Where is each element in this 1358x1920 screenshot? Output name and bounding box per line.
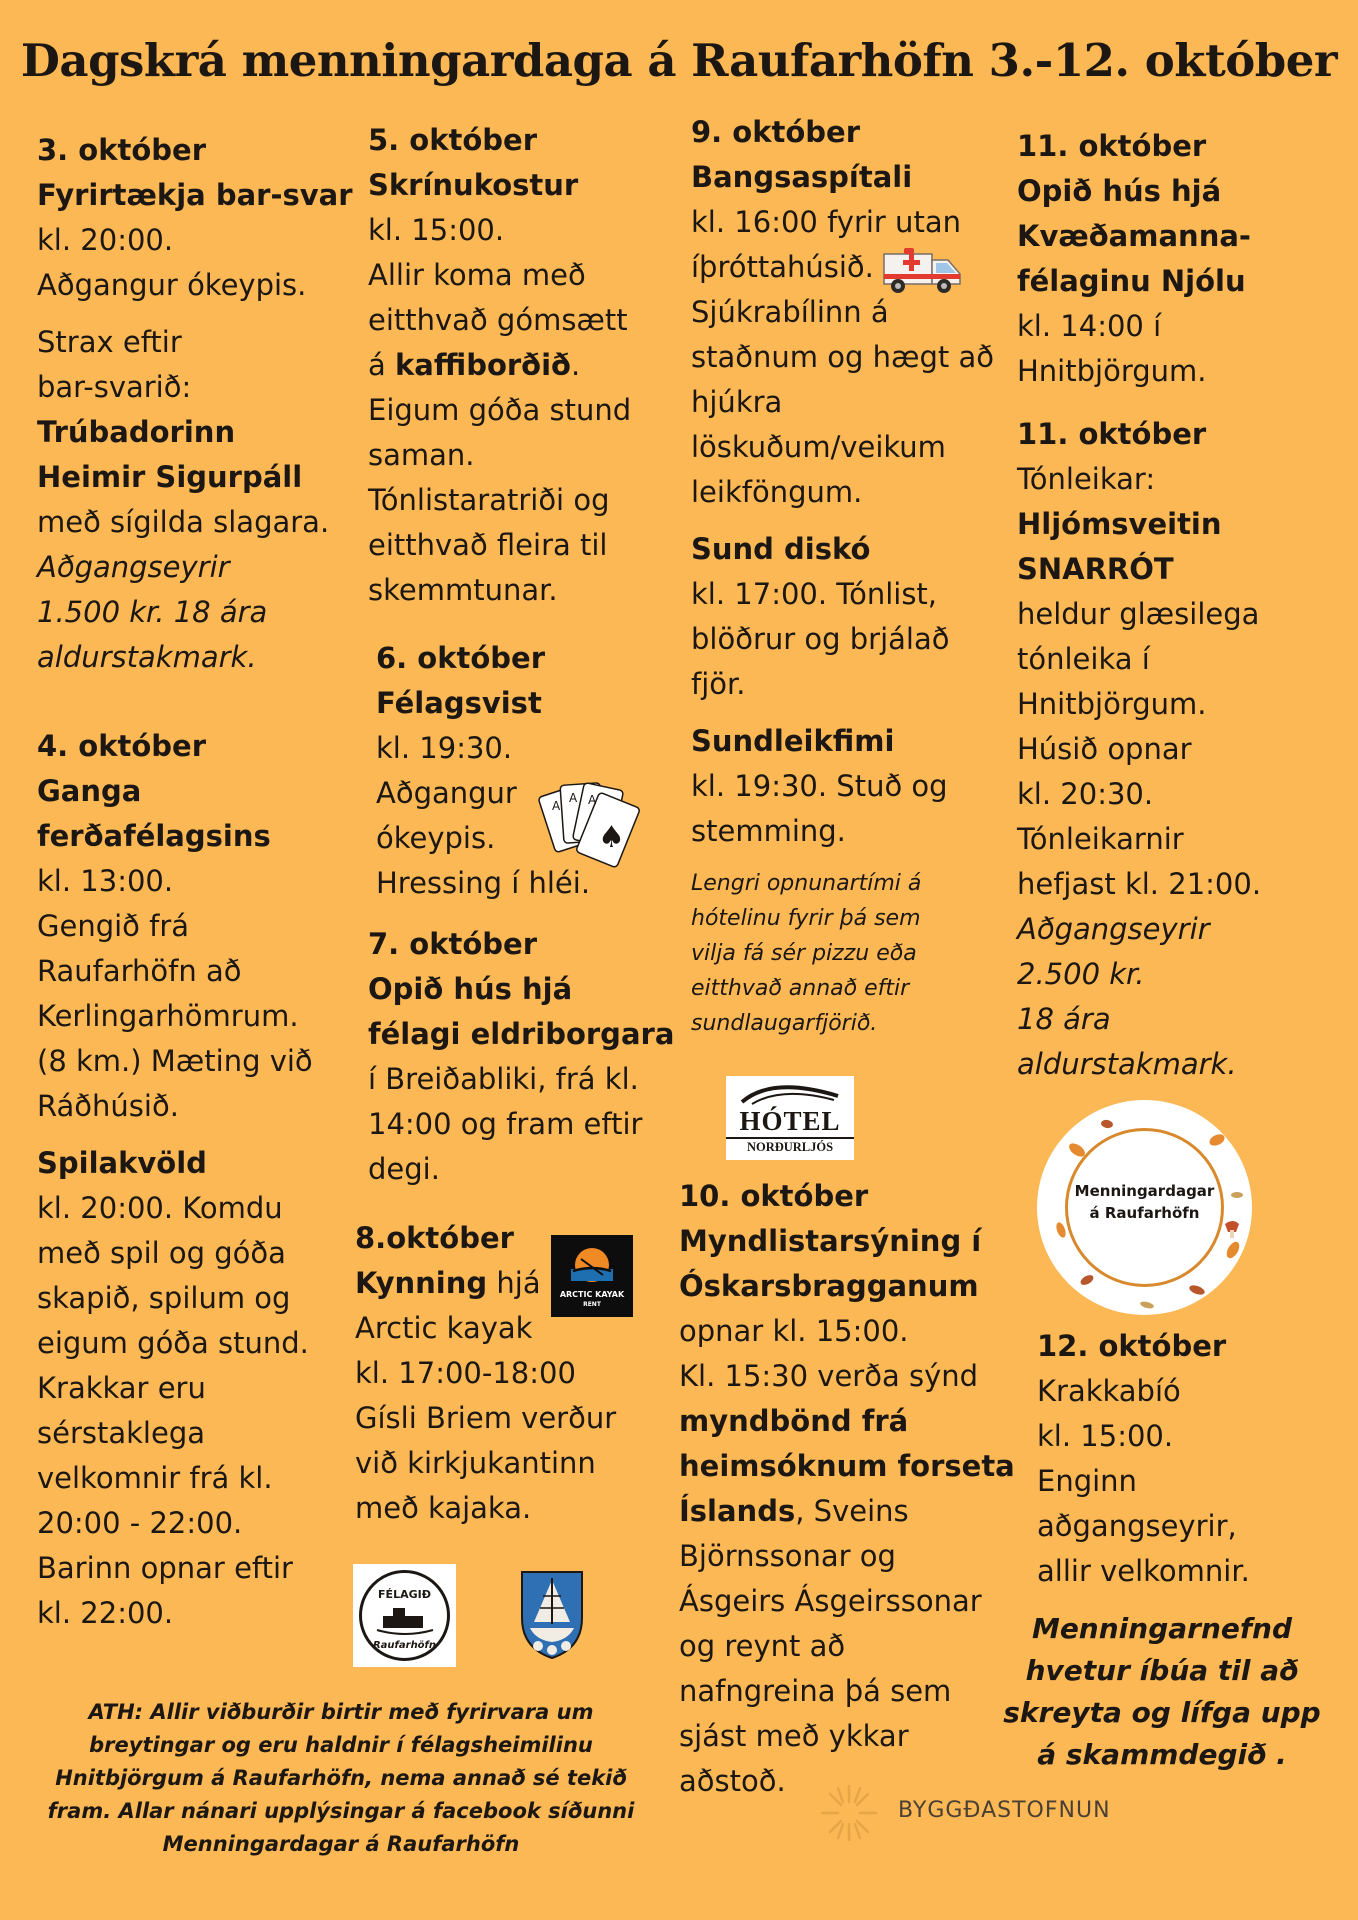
event-text (679, 1489, 1015, 1534)
footnote-line: Hnitbjörgum á Raufarhöfn, nema annað sé tekið (55, 1766, 627, 1790)
event-text: leikföngum. (691, 475, 863, 509)
hotel-note: hótelinu fyrir þá sem (691, 906, 921, 931)
date-heading: 5. október (368, 123, 538, 157)
event-title: Ganga (37, 774, 142, 808)
seal-top-text: FÉLAGIÐ (378, 1588, 431, 1601)
event-title: Myndlistarsýning í (679, 1224, 982, 1258)
fee-text: 2.500 kr. (1017, 957, 1145, 991)
text-fragment: kaffiborðið (395, 348, 571, 382)
event-title: Skrínukostur (368, 168, 579, 202)
event-text: eitthvað gómsætt (368, 303, 628, 337)
event-time: kl. 20:30. (1017, 777, 1154, 811)
event-text: kl. 16:00 fyrir utan (691, 205, 961, 239)
footnote-line: ATH: Allir viðburðir birtir með fyrirvara um (88, 1700, 594, 1724)
event-text: Húsið opnar (1017, 732, 1192, 766)
svg-text:A: A (569, 791, 578, 805)
felagid-seal (353, 1564, 456, 1667)
hotel-logo (726, 1076, 854, 1160)
event-time: kl. 17:00-18:00 (355, 1356, 576, 1390)
fee-text: Aðgangseyrir (37, 550, 230, 584)
svg-text:♠: ♠ (598, 820, 625, 855)
event-text: hefjast kl. 21:00. (1017, 867, 1262, 901)
text-fragment: Kynning (355, 1266, 488, 1300)
event-text: Krakkar eru (37, 1371, 206, 1405)
event-text: Strax eftir (37, 325, 182, 359)
event-time: kl. 15:00. (1037, 1419, 1174, 1453)
text-fragment: hjá (487, 1266, 541, 1300)
event-title: Félagsvist (376, 686, 542, 720)
event-text: í Breiðabliki, frá kl. (368, 1062, 639, 1096)
spacer (37, 680, 353, 702)
event-text: Gísli Briem verður (355, 1401, 617, 1435)
band-name: Hljómsveitin (1017, 507, 1222, 541)
ambulance-icon (880, 244, 966, 296)
hotel-note: vilja fá sér pizzu eða (691, 941, 917, 966)
event-text: ókeypis. (376, 821, 496, 855)
event-text: aðgangseyrir, (1037, 1509, 1237, 1543)
event-text: Hnitbjörgum. (1017, 354, 1207, 388)
event-text: Tónleikarnir (1017, 822, 1184, 856)
event-title: Óskarsbragganum (679, 1269, 979, 1303)
date-heading: 7. október (368, 927, 538, 961)
event-text: Eigum góða stund (368, 393, 632, 427)
event-text: heimsóknum forseta (679, 1449, 1015, 1483)
event-title: Sund diskó (691, 532, 871, 566)
event-text: kl. 19:30. Stuð og (691, 769, 948, 803)
event-text: Hnitbjörgum. (1017, 687, 1207, 721)
event-text: heldur glæsilega (1017, 597, 1260, 631)
event-time: kl. 19:30. (376, 731, 513, 765)
event-text: Gengið frá (37, 909, 190, 943)
fee-text: 1.500 kr. 18 ára (37, 595, 268, 629)
event-title: félagi eldriborgara (368, 1017, 675, 1051)
event-text: með sígilda slagara. (37, 505, 330, 539)
footnote (36, 1696, 646, 1861)
closing-message (1002, 1608, 1322, 1776)
event-title: Sundleikfimi (691, 724, 895, 758)
text-fragment: á (368, 348, 395, 382)
seal-bottom-text: Raufarhöfn (372, 1640, 437, 1651)
fee-text: 18 ára (1017, 1002, 1111, 1036)
event-text: Ráðhúsið. (37, 1089, 179, 1123)
event-title: Krakkabíó (1037, 1374, 1181, 1408)
event-text: og reynt að (679, 1629, 846, 1663)
footnote-line: Menningardagar á Raufarhöfn (162, 1832, 520, 1856)
event-text: Allir koma með (368, 258, 586, 292)
column-2-oct5 (368, 118, 631, 613)
text-fragment: Íslands (679, 1494, 796, 1528)
spacer (37, 308, 353, 320)
event-title: Kvæðamanna- (1017, 219, 1251, 253)
svg-text:A: A (552, 799, 561, 813)
event-text: allir velkomnir. (1037, 1554, 1250, 1588)
ship-crest (516, 1566, 588, 1662)
date-heading: 6. október (376, 641, 546, 675)
column-4-oct11-b (1017, 412, 1261, 1087)
artist-name: Trúbadorinn (37, 415, 236, 449)
event-text: blöðrur og brjálað (691, 622, 950, 656)
badge-line: Menningardagar (1074, 1182, 1215, 1200)
event-text: aðstoð. (679, 1764, 786, 1798)
event-text: velkomnir frá kl. (37, 1461, 273, 1495)
hotel-name: HÓTEL (739, 1106, 841, 1136)
event-text: nafngreina þá sem (679, 1674, 952, 1708)
badge-line: á Raufarhöfn (1089, 1204, 1200, 1222)
event-text: Aðgangur ókeypis. (37, 268, 307, 302)
event-text: kl. 20:00. Komdu (37, 1191, 283, 1225)
wave-icon (726, 1076, 854, 1108)
event-text: stemming. (691, 814, 846, 848)
kayak-logo-text (551, 1290, 633, 1310)
event-text: eigum góða stund. (37, 1326, 309, 1360)
event-text: fjör. (691, 667, 746, 701)
event-text: bar-svarið: (37, 370, 192, 404)
date-heading: 11. október (1017, 417, 1207, 451)
column-4-oct11-a (1017, 124, 1251, 394)
date-heading: 10. október (679, 1179, 869, 1213)
playing-cards-icon (536, 774, 644, 878)
fee-text: aldurstakmark. (37, 640, 257, 674)
closing-line: Menningarnefnd (1031, 1612, 1293, 1645)
spacer (691, 854, 994, 866)
text-fragment: , Sveins (795, 1494, 909, 1528)
spacer (37, 702, 353, 724)
event-text: löskuðum/veikum (691, 430, 946, 464)
event-text: eitthvað fleira til (368, 528, 608, 562)
event-text: skapið, spilum og (37, 1281, 291, 1315)
sun-logo-icon (816, 1780, 882, 1846)
event-text: opnar kl. 15:00. (679, 1314, 909, 1348)
svg-text:A: A (588, 793, 597, 807)
spacer (691, 707, 994, 719)
event-time: kl. 20:00. (37, 223, 174, 257)
kayak-logo-name: ARCTIC KAYAK (559, 1290, 625, 1299)
column-2-oct7 (368, 922, 674, 1192)
event-title: Spilakvöld (37, 1146, 207, 1180)
artist-name: Heimir Sigurpáll (37, 460, 303, 494)
date-heading: 9. október (691, 115, 861, 149)
event-text: tónleika í (1017, 642, 1150, 676)
column-1 (37, 128, 353, 1636)
event-title: Opið hús hjá (368, 972, 573, 1006)
closing-line: skreyta og lífga upp (1003, 1696, 1321, 1729)
felagid-seal-graphic (353, 1564, 456, 1667)
event-text: Hressing í hléi. (376, 866, 591, 900)
festival-badge-text (1065, 1180, 1224, 1224)
event-text: við kirkjukantinn (355, 1446, 596, 1480)
footnote-line: fram. Allar nánari upplýsingar á facebook síðunni (47, 1799, 635, 1823)
event-text: (8 km.) Mæting við (37, 1044, 313, 1078)
event-text: íþróttahúsið. (691, 250, 874, 284)
event-title: félaginu Njólu (1017, 264, 1246, 298)
event-text: saman. (368, 438, 475, 472)
event-text: Tónlistaratriði og (368, 483, 610, 517)
closing-line: hvetur íbúa til að (1025, 1654, 1299, 1687)
sponsor-name: BYGGÐASTOFNUN (898, 1798, 1111, 1823)
event-text: Kerlingarhömrum. (37, 999, 299, 1033)
event-text: með spil og góða (37, 1236, 286, 1270)
event-text (368, 343, 631, 388)
closing-line: á skammdegið . (1037, 1738, 1287, 1771)
hotel-note: sundlaugarfjörið. (691, 1011, 878, 1036)
event-text: kl. 17:00. Tónlist, (691, 577, 938, 611)
event-text: myndbönd frá (679, 1404, 909, 1438)
text-fragment: . (570, 348, 581, 382)
band-name: SNARRÓT (1017, 552, 1174, 586)
hotel-subtitle: NORÐURLJÓS (726, 1137, 854, 1155)
kayak-logo-sub: RENT (583, 1301, 601, 1308)
event-text: sérstaklega (37, 1416, 205, 1450)
date-heading: 12. október (1037, 1329, 1227, 1363)
hotel-note: eitthvað annað eftir (691, 976, 910, 1001)
event-text: Sjúkrabílinn á (691, 295, 889, 329)
date-heading: 11. október (1017, 129, 1207, 163)
event-text: Raufarhöfn að (37, 954, 242, 988)
column-3-oct10 (679, 1174, 1015, 1804)
event-title: ferðafélagsins (37, 819, 271, 853)
kayak-logo (551, 1235, 633, 1317)
column-4-oct12 (1037, 1324, 1250, 1594)
event-text: Tónleikar: (1017, 462, 1156, 496)
kayak-sunset-icon (551, 1235, 633, 1291)
event-text: kl. 14:00 í (1017, 309, 1162, 343)
footnote-line: breytingar og eru haldnir í félagsheimilinu (89, 1733, 593, 1757)
event-text: 14:00 og fram eftir (368, 1107, 643, 1141)
event-text: Arctic kayak (355, 1311, 533, 1345)
fee-text: aldurstakmark. (1017, 1047, 1237, 1081)
event-text: Barinn opnar eftir (37, 1551, 293, 1585)
spacer (691, 515, 994, 527)
event-text: með kajaka. (355, 1491, 532, 1525)
event-time: kl. 15:00. (368, 213, 505, 247)
event-text: Ásgeirs Ásgeirssonar (679, 1584, 982, 1618)
event-text: skemmtunar. (368, 573, 558, 607)
event-text: Enginn (1037, 1464, 1137, 1498)
fee-text: Aðgangseyrir (1017, 912, 1210, 946)
event-title: Opið hús hjá (1017, 174, 1222, 208)
event-text: Björnssonar og (679, 1539, 896, 1573)
event-title: Bangsaspítali (691, 160, 913, 194)
date-heading: 8.október (355, 1221, 514, 1255)
event-text: staðnum og hægt að (691, 340, 994, 374)
page-title: Dagskrá menningardaga á Raufarhöfn 3.-12. október (20, 34, 1338, 87)
event-title: Fyrirtækja bar-svar (37, 178, 353, 212)
event-text: Kl. 15:30 verða sýnd (679, 1359, 979, 1393)
event-text: sjást með ykkar (679, 1719, 909, 1753)
event-text: hjúkra (691, 385, 783, 419)
event-time: kl. 13:00. (37, 864, 174, 898)
date-heading: 4. október (37, 729, 207, 763)
date-heading: 3. október (37, 133, 207, 167)
event-text: Aðgangur (376, 776, 517, 810)
event-text: degi. (368, 1152, 440, 1186)
spacer (37, 1129, 353, 1141)
event-text: 20:00 - 22:00. (37, 1506, 243, 1540)
hotel-note: Lengri opnunartími á (691, 871, 922, 896)
event-text: kl. 22:00. (37, 1596, 174, 1630)
